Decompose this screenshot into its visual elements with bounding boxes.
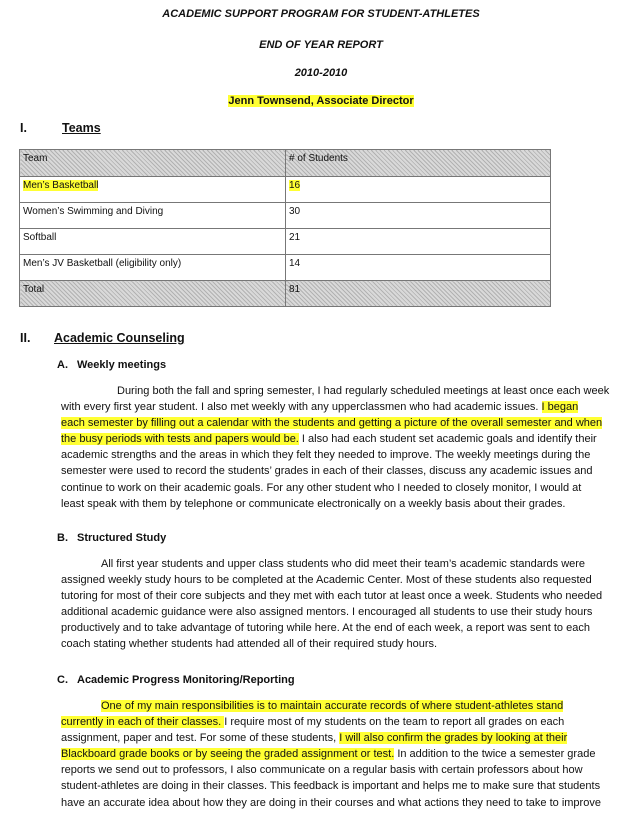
table-cell: 14	[286, 255, 551, 281]
highlighted-text: I will also confirm the grades by looking at their	[339, 732, 568, 745]
line-text: assignment, paper and test. For some of these students,	[61, 732, 340, 745]
subsection-title: Structured Study	[77, 532, 167, 544]
table-cell	[20, 177, 286, 203]
section-title: Teams	[62, 121, 101, 135]
table-cell: 21	[286, 229, 551, 255]
paragraph-line	[61, 431, 629, 447]
paragraph-line: academic strengths and the areas in which they felt they needed to improve. The weekly meetings during the	[61, 449, 591, 462]
table-cell: Men’s JV Basketball (eligibility only)	[20, 255, 286, 281]
highlighted-text: each semester by filling out a calendar with the students and getting a picture of the overall semester and when	[61, 417, 603, 430]
highlighted-text: I began	[541, 401, 579, 414]
highlighted-cell-text: 16	[289, 180, 301, 191]
paragraph-line: continue to work on their academic goals. For any other student who I needed to closely monitor, I would at	[61, 481, 582, 494]
highlighted-text: One of my main responsibilities is to maintain accurate records of where student-athletes stand	[101, 700, 564, 712]
progress-monitoring-paragraph	[61, 698, 629, 811]
table-row	[20, 255, 551, 281]
section-title: Academic Counseling	[54, 331, 185, 345]
paragraph-line: productively and to take advantage of tutoring while here. At the end of each week, a report was sent to each	[61, 622, 590, 635]
table-header-cell: Team	[20, 150, 286, 177]
paragraph-line	[61, 714, 629, 730]
table-cell: Softball	[20, 229, 286, 255]
report-years: 2010-2010	[294, 67, 348, 79]
table-header-row	[20, 150, 551, 177]
paragraph-line: All first year students and upper class students who did meet their team’s academic standards were	[101, 558, 586, 570]
section-number: I.	[20, 121, 27, 135]
line-text: with every first year student. I also met weekly with any upperclassmen who had academic issues.	[61, 401, 542, 414]
table-header-cell: # of Students	[286, 150, 551, 177]
table-row	[20, 229, 551, 255]
weekly-meetings-paragraph	[61, 383, 629, 512]
table-cell: Women’s Swimming and Diving	[20, 203, 286, 229]
line-text: In addition to the twice a semester grade	[394, 748, 596, 761]
paragraph-line: tutoring for most of their core subjects and they met with each tutor at least once a week. Students who needed	[61, 590, 603, 603]
program-title: ACADEMIC SUPPORT PROGRAM FOR STUDENT-ATHLETES	[162, 8, 480, 20]
highlighted-cell-text: Men’s Basketball	[23, 180, 99, 191]
subsection-letter: C.	[57, 674, 68, 686]
paragraph-line: have an accurate idea about how they are doing in their courses and what actions they need to take to improve	[61, 796, 601, 809]
table-cell: Total	[20, 281, 286, 307]
report-title: END OF YEAR REPORT	[259, 39, 383, 51]
subsection-heading	[57, 532, 166, 544]
subsection-letter: B.	[57, 532, 68, 544]
paragraph-line	[61, 415, 629, 431]
section-number: II.	[20, 331, 31, 345]
paragraph-line: During both the fall and spring semester, I had regularly scheduled meetings at least once each week	[117, 385, 610, 397]
paragraph-line	[61, 746, 629, 762]
table-cell: 81	[286, 281, 551, 307]
paragraph-line: student-athletes are doing in their classes. This feedback is important and helps me to make sure that students	[61, 780, 601, 793]
paragraph-line: semester were used to record the students’ grades in each of their classes, discuss any academic issues and	[61, 465, 593, 478]
table-cell	[286, 177, 551, 203]
highlighted-text: currently in each of their classes.	[61, 716, 225, 729]
table-row	[20, 177, 551, 203]
paragraph-line	[61, 399, 629, 415]
paragraph-line: coach stating whether students had attended all of their required study hours.	[61, 638, 438, 651]
report-author	[0, 95, 642, 107]
line-text: I also had each student set academic goals and identify their	[298, 433, 597, 446]
structured-study-paragraph	[61, 556, 629, 653]
subsection-letter: A.	[57, 359, 68, 371]
paragraph-line	[61, 698, 629, 714]
author-highlight: Jenn Townsend, Associate Director	[228, 95, 414, 107]
paragraph-line: additional academic guidance were also assigned mentors. I encouraged all students to use their study hours	[61, 606, 593, 619]
subsection-title: Academic Progress Monitoring/Reporting	[77, 674, 295, 686]
table-row	[20, 203, 551, 229]
table-total-row	[20, 281, 551, 307]
subsection-heading	[57, 674, 295, 686]
line-text: I require most of my students on the team to report all grades on each	[224, 716, 565, 729]
subsection-title: Weekly meetings	[77, 359, 167, 371]
highlighted-text: the busy periods with tests and papers would be.	[61, 433, 299, 446]
paragraph-line	[61, 730, 629, 746]
highlighted-text: Blackboard grade books or by seeing the graded assignment or test.	[61, 748, 395, 761]
subsection-heading	[57, 359, 166, 371]
table-cell: 30	[286, 203, 551, 229]
paragraph-line: reports we send out to professors, I also communicate on a regular basis with certain professors about how	[61, 764, 583, 777]
paragraph-line: least speak with them by telephone or communicate electronically on a weekly basis about their grades.	[61, 497, 566, 510]
paragraph-line: assigned weekly study hours to be completed at the Academic Center. Most of these students also requested	[61, 574, 592, 587]
teams-table	[19, 149, 551, 307]
